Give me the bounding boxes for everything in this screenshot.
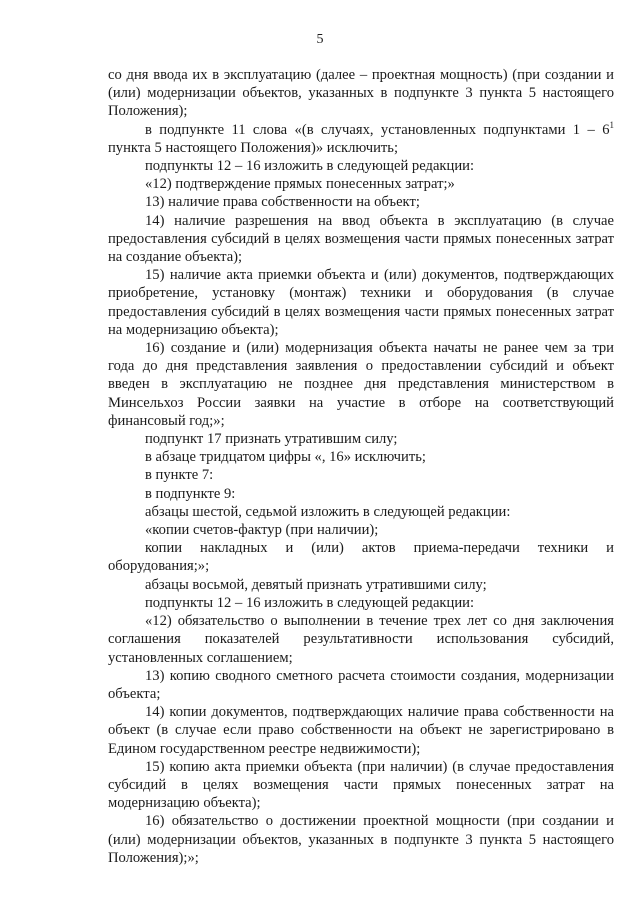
paragraph — [108, 121, 614, 157]
paragraph: 16) обязательство о достижении проектной мощности (при создании и (или) модернизации объектов, указанных в подпункте 3 пункта 5 настоящего Положения);»; — [108, 813, 614, 866]
paragraph: 15) наличие акта приемки объекта и (или) документов, подтверждающих приобретение, установку (монтаж) техники и оборудования (в случае предоставления субсидий в целях возмещения части прямых понесенных затрат на модернизацию объекта); — [108, 267, 614, 338]
paragraph: 16) создание и (или) модернизация объекта начаты не ранее чем за три года до дня представления заявления о предоставлении субсидий и объект введен в эксплуатацию не позднее дня представления министерством в Минсельхоз России заявки на участие в отборе на соответствующий финансовый год;»; — [108, 340, 614, 429]
paragraph: «копии счетов-фактур (при наличии); — [145, 522, 379, 539]
document-body — [108, 66, 614, 867]
paragraph: 14) наличие разрешения на ввод объекта в эксплуатацию (в случае предоставления субсидий в целях возмещения части прямых понесенных затрат на создание объекта); — [108, 212, 614, 266]
paragraph: подпункты 12 – 16 изложить в следующей редакции: — [145, 158, 474, 175]
paragraph: в подпункте 9: — [145, 485, 236, 502]
paragraph: подпункт 17 признать утратившим силу; — [145, 431, 398, 448]
paragraph-text: в подпункте 11 слова «(в случаях, установленных подпунктами 1 – 6 — [145, 121, 610, 138]
paragraph: подпункты 12 – 16 изложить в следующей редакции: — [145, 594, 474, 611]
superscript: 1 — [609, 119, 614, 130]
paragraph: 14) копии документов, подтверждающих наличие права собственности на объект (в случае если право собственности на объект не зарегистрировано в Едином государственном реестре недвижимости); — [108, 704, 614, 757]
page-number: 5 — [316, 32, 324, 47]
paragraph: абзацы шестой, седьмой изложить в следующей редакции: — [145, 503, 511, 520]
paragraph: копии накладных и (или) актов приема-передачи техники и оборудования;»; — [108, 540, 614, 575]
paragraph: 13) наличие права собственности на объект; — [145, 194, 420, 211]
paragraph: в абзаце тридцатом цифры «, 16» исключить; — [145, 449, 426, 466]
paragraph: «12) обязательство о выполнении в течение трех лет со дня заключения соглашения показателей результативности использования субсидий, установленных соглашением; — [108, 613, 614, 666]
paragraph: со дня ввода их в эксплуатацию (далее – проектная мощность) (при создании и (или) модернизации объектов, указанных в подпункте 3 пункта 5 настоящего Положения); — [108, 67, 614, 120]
paragraph: абзацы восьмой, девятый признать утратившими силу; — [145, 576, 487, 593]
paragraph: в пункте 7: — [145, 467, 214, 484]
paragraph-text: пункта 5 настоящего Положения)» исключить; — [108, 139, 399, 156]
paragraph: 15) копию акта приемки объекта (при наличии) (в случае предоставления субсидий в целях возмещения части прямых понесенных затрат на модернизацию объекта); — [108, 758, 614, 812]
paragraph: «12) подтверждение прямых понесенных затрат;» — [145, 176, 455, 193]
paragraph: 13) копию сводного сметного расчета стоимости создания, модернизации объекта; — [108, 667, 614, 702]
